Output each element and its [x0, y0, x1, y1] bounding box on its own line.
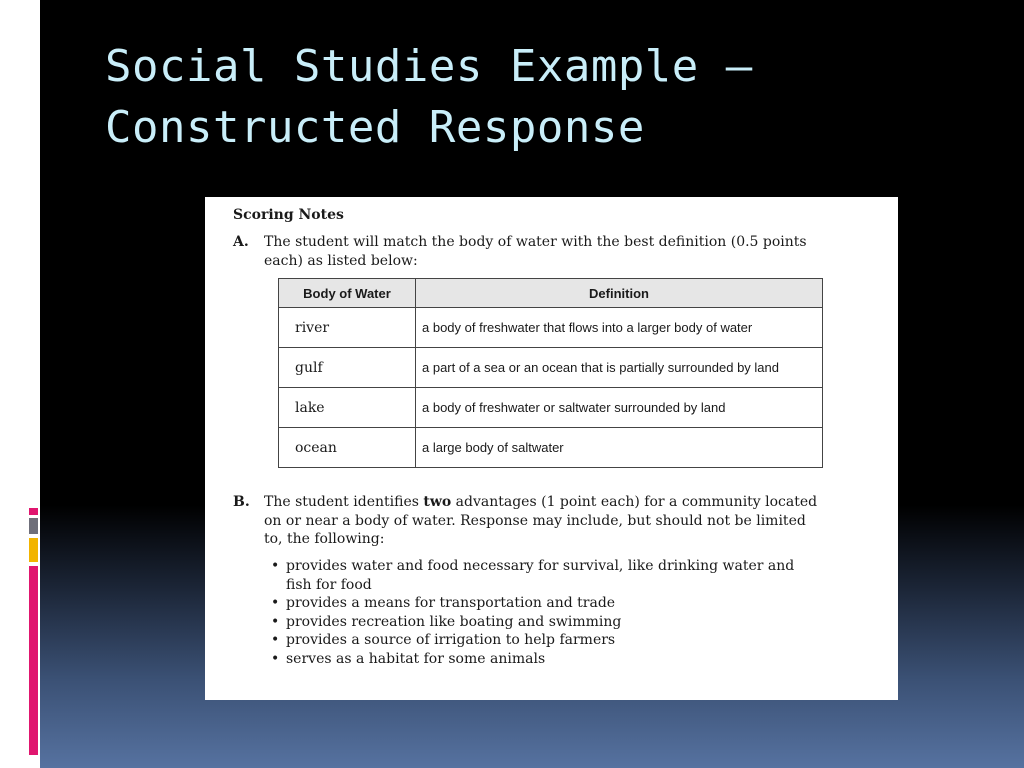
side-bar-gold: [29, 538, 38, 562]
side-bar-pink-long: [29, 566, 38, 755]
definition-cell: a body of freshwater that flows into a larger body of water: [416, 308, 823, 348]
bullet-icon: •: [271, 650, 280, 667]
scoring-notes-heading: Scoring Notes: [233, 207, 344, 223]
list-item: [271, 650, 871, 669]
list-item-line-1: provides water and food necessary for survival, like drinking water and: [286, 558, 795, 574]
header-definition: Definition: [416, 279, 823, 308]
section-a-line-2: each) as listed below:: [264, 252, 418, 269]
bullet-icon: •: [271, 595, 280, 611]
section-a-letter: A.: [233, 234, 249, 250]
advantages-list: [271, 557, 871, 668]
definition-cell: a body of freshwater or saltwater surrounded by land: [416, 388, 823, 428]
list-item: [271, 631, 871, 650]
list-item: [271, 594, 871, 613]
section-b-line-2: on or near a body of water. Response may include, but should not be limited: [264, 512, 806, 529]
header-body-of-water: Body of Water: [279, 279, 416, 308]
list-item: [271, 557, 871, 594]
section-b-line-1-pre: The student identifies: [264, 494, 424, 510]
section-b-emphasis: two: [423, 494, 452, 510]
side-bar-pink-top: [29, 508, 38, 515]
section-a-line-1: The student will match the body of water with the best definition (0.5 points: [264, 234, 807, 250]
title-line-2: Constructed Response: [105, 102, 645, 153]
title-line-1: Social Studies Example –: [105, 41, 753, 92]
section-a-text: [264, 233, 807, 270]
term-cell: lake: [279, 388, 416, 428]
bullet-icon: •: [271, 613, 280, 630]
scoring-notes-image: [205, 197, 898, 700]
side-accent-bars: [29, 0, 38, 768]
definition-cell: a large body of saltwater: [416, 428, 823, 468]
section-b-line-1-post: advantages (1 point each) for a community located: [451, 494, 818, 510]
definition-cell: a part of a sea or an ocean that is partially surrounded by land: [416, 348, 823, 388]
section-b-text: [264, 493, 817, 549]
bullet-icon: •: [271, 632, 280, 648]
term-cell: gulf: [279, 348, 416, 388]
list-item-text: provides a means for transportation and trade: [286, 595, 616, 611]
side-bar-gray: [29, 518, 38, 534]
list-item-line-2: fish for food: [286, 576, 372, 593]
body-of-water-table: [278, 278, 823, 468]
slide-title: [105, 36, 985, 158]
table-row: [279, 308, 823, 348]
bullet-icon: •: [271, 558, 280, 574]
section-b-letter: B.: [233, 494, 250, 510]
list-item-text: serves as a habitat for some animals: [286, 650, 546, 667]
table-row: [279, 428, 823, 468]
table-header-row: [279, 279, 823, 308]
list-item-text: provides recreation like boating and swimming: [286, 613, 622, 630]
list-item-text: provides a source of irrigation to help farmers: [286, 632, 616, 648]
term-cell: ocean: [279, 428, 416, 468]
term-cell: river: [279, 308, 416, 348]
table-row: [279, 388, 823, 428]
table-row: [279, 348, 823, 388]
section-b-line-3: to, the following:: [264, 531, 385, 547]
list-item: [271, 613, 871, 632]
